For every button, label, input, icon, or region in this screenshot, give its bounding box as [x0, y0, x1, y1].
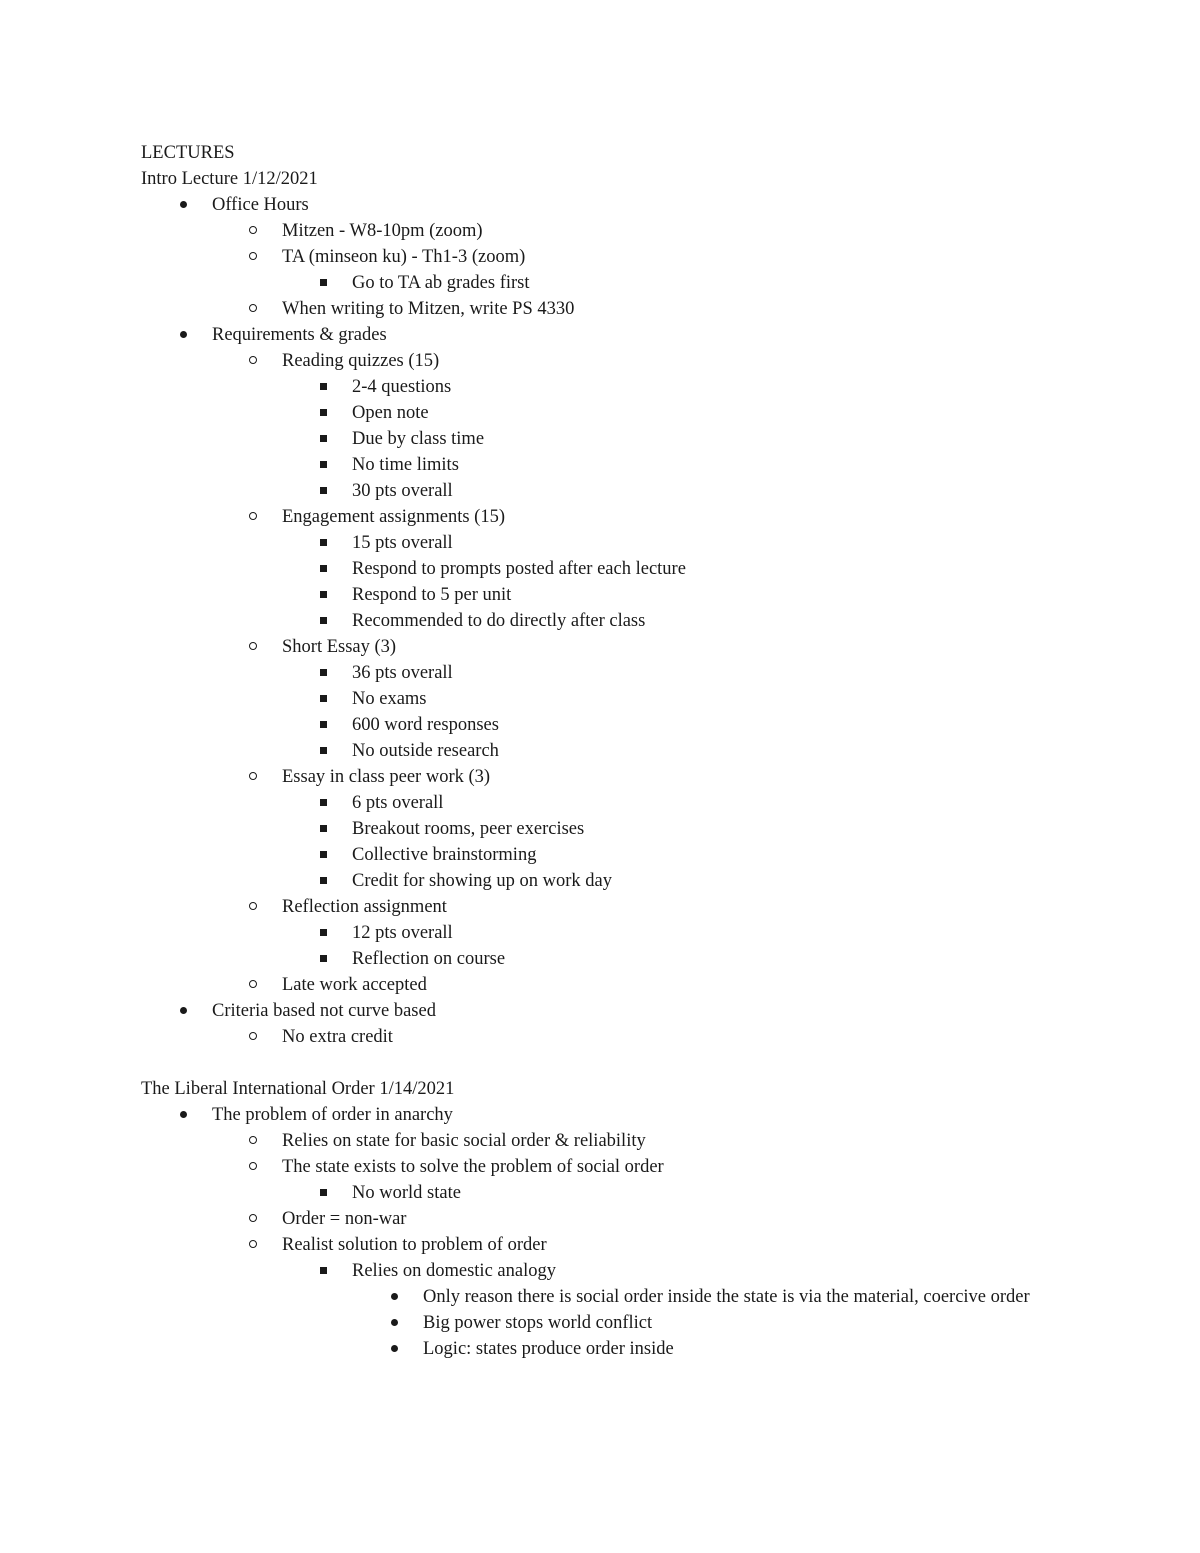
list-item-text: Realist solution to problem of order: [282, 1235, 547, 1255]
list-item: [141, 634, 1081, 660]
list-item: [141, 270, 1081, 296]
hollow-circle-bullet-icon: [243, 634, 263, 660]
list-item-text: Essay in class peer work (3): [282, 767, 491, 787]
square-bullet-icon: [313, 556, 333, 582]
list-item-text: 15 pts overall: [352, 533, 453, 553]
list-item-text: 600 word responses: [352, 715, 499, 735]
square-bullet-icon: [313, 920, 333, 946]
list-item: [141, 894, 1081, 920]
hollow-circle-bullet-icon: [243, 244, 263, 270]
square-bullet-icon: [313, 712, 333, 738]
list-item: [141, 1102, 1081, 1128]
hollow-circle-bullet-icon: [243, 1154, 263, 1180]
hollow-circle-bullet-icon: [243, 1232, 263, 1258]
list-item-text: Short Essay (3): [282, 637, 397, 657]
list-item-text: Mitzen - W8-10pm (zoom): [282, 221, 483, 241]
list-item: [141, 192, 1081, 218]
square-bullet-icon: [313, 530, 333, 556]
square-bullet-icon: [313, 452, 333, 478]
list-item-text: 12 pts overall: [352, 923, 453, 943]
filled-circle-bullet-icon: [173, 192, 193, 218]
hollow-circle-bullet-icon: [243, 218, 263, 244]
list-item: [141, 946, 1081, 972]
hollow-circle-bullet-icon: [243, 764, 263, 790]
list-item-text: Collective brainstorming: [352, 845, 537, 865]
list-item: [141, 400, 1081, 426]
list-item-text: Breakout rooms, peer exercises: [352, 819, 585, 839]
list-item: [141, 816, 1081, 842]
list-item-text: Big power stops world conflict: [423, 1313, 653, 1333]
list-item: [141, 660, 1081, 686]
hollow-circle-bullet-icon: [243, 296, 263, 322]
list-item-text: No exams: [352, 689, 427, 709]
list-item: [141, 712, 1081, 738]
list-item: [141, 1310, 1081, 1336]
list-item-text: The state exists to solve the problem of social order: [282, 1157, 664, 1177]
square-bullet-icon: [313, 374, 333, 400]
list-item: [141, 1154, 1081, 1180]
list-item-text: Reflection on course: [352, 949, 506, 969]
list-item: [141, 1206, 1081, 1232]
section-title: Intro Lecture 1/12/2021: [141, 169, 318, 189]
list-item-text: Credit for showing up on work day: [352, 871, 612, 891]
list-item: [141, 244, 1081, 270]
filled-circle-bullet-icon: [173, 322, 193, 348]
hollow-circle-bullet-icon: [243, 1128, 263, 1154]
list-item: [141, 504, 1081, 530]
list-item-text: Requirements & grades: [212, 325, 387, 345]
hollow-circle-bullet-icon: [243, 972, 263, 998]
list-item: [141, 556, 1081, 582]
list-item-text: TA (minseon ku) - Th1-3 (zoom): [282, 247, 526, 267]
list-item-text: Respond to 5 per unit: [352, 585, 512, 605]
square-bullet-icon: [313, 1180, 333, 1206]
list-item-text: 30 pts overall: [352, 481, 453, 501]
page-heading: LECTURES: [141, 143, 235, 163]
list-item: [141, 218, 1081, 244]
list-item-text: No world state: [352, 1183, 461, 1203]
list-item-text: No time limits: [352, 455, 459, 475]
square-bullet-icon: [313, 426, 333, 452]
list-item-text: When writing to Mitzen, write PS 4330: [282, 299, 575, 319]
square-bullet-icon: [313, 842, 333, 868]
square-bullet-icon: [313, 946, 333, 972]
square-bullet-icon: [313, 816, 333, 842]
list-item: [141, 608, 1081, 634]
list-item: [141, 790, 1081, 816]
square-bullet-icon: [313, 478, 333, 504]
square-bullet-icon: [313, 1258, 333, 1284]
filled-circle-bullet-icon: [384, 1336, 404, 1362]
hollow-circle-bullet-icon: [243, 504, 263, 530]
square-bullet-icon: [313, 686, 333, 712]
list-item-text: Go to TA ab grades first: [352, 273, 530, 293]
square-bullet-icon: [313, 868, 333, 894]
list-item: [141, 1284, 1081, 1310]
list-item: [141, 582, 1081, 608]
list-item: [141, 1258, 1081, 1284]
filled-circle-bullet-icon: [384, 1284, 404, 1310]
list-item: [141, 296, 1081, 322]
list-item: [141, 1232, 1081, 1258]
list-item: [141, 920, 1081, 946]
sections-container: [141, 166, 1081, 1362]
list-item: [141, 374, 1081, 400]
list-item-text: Reading quizzes (15): [282, 351, 440, 371]
list-item: [141, 868, 1081, 894]
filled-circle-bullet-icon: [384, 1310, 404, 1336]
square-bullet-icon: [313, 270, 333, 296]
list-item: [141, 1180, 1081, 1206]
list-item: [141, 998, 1081, 1024]
list-item-text: 6 pts overall: [352, 793, 444, 813]
square-bullet-icon: [313, 582, 333, 608]
list-item-text: Criteria based not curve based: [212, 1001, 436, 1021]
list-item: [141, 348, 1081, 374]
list-item: [141, 1336, 1081, 1362]
list-item-text: 2-4 questions: [352, 377, 452, 397]
list-item-text: 36 pts overall: [352, 663, 453, 683]
list-item-text: Relies on state for basic social order & reliability: [282, 1131, 646, 1151]
list-item: [141, 738, 1081, 764]
list-item: [141, 452, 1081, 478]
hollow-circle-bullet-icon: [243, 1206, 263, 1232]
filled-circle-bullet-icon: [173, 998, 193, 1024]
filled-circle-bullet-icon: [173, 1102, 193, 1128]
list-item: [141, 322, 1081, 348]
list-item-text: Open note: [352, 403, 429, 423]
list-item: [141, 764, 1081, 790]
square-bullet-icon: [313, 660, 333, 686]
square-bullet-icon: [313, 400, 333, 426]
list-item-text: No outside research: [352, 741, 499, 761]
hollow-circle-bullet-icon: [243, 1024, 263, 1050]
list-item-text: Only reason there is social order inside the state is via the material, coercive order: [423, 1287, 1030, 1307]
list-item: [141, 478, 1081, 504]
list-item-text: Recommended to do directly after class: [352, 611, 646, 631]
section-spacer: [141, 1050, 1081, 1076]
hollow-circle-bullet-icon: [243, 894, 263, 920]
list-item: [141, 426, 1081, 452]
list-item-text: Logic: states produce order inside: [423, 1339, 674, 1359]
list-item-text: Office Hours: [212, 195, 309, 215]
list-item-text: Engagement assignments (15): [282, 507, 505, 527]
list-item-text: The problem of order in anarchy: [212, 1105, 453, 1125]
list-item: [141, 1128, 1081, 1154]
list-item-text: Respond to prompts posted after each lecture: [352, 559, 686, 579]
list-item-text: Relies on domestic analogy: [352, 1261, 556, 1281]
list-item-text: Order = non-war: [282, 1209, 407, 1229]
list-item: [141, 686, 1081, 712]
list-item-text: No extra credit: [282, 1027, 393, 1047]
square-bullet-icon: [313, 738, 333, 764]
hollow-circle-bullet-icon: [243, 348, 263, 374]
square-bullet-icon: [313, 790, 333, 816]
list-item: [141, 1024, 1081, 1050]
list-item-text: Reflection assignment: [282, 897, 447, 917]
list-item-text: Late work accepted: [282, 975, 427, 995]
notes-page: [141, 140, 1081, 1362]
square-bullet-icon: [313, 608, 333, 634]
list-item: [141, 842, 1081, 868]
section-title: The Liberal International Order 1/14/2021: [141, 1079, 455, 1099]
list-item: [141, 530, 1081, 556]
list-item: [141, 972, 1081, 998]
list-item-text: Due by class time: [352, 429, 485, 449]
